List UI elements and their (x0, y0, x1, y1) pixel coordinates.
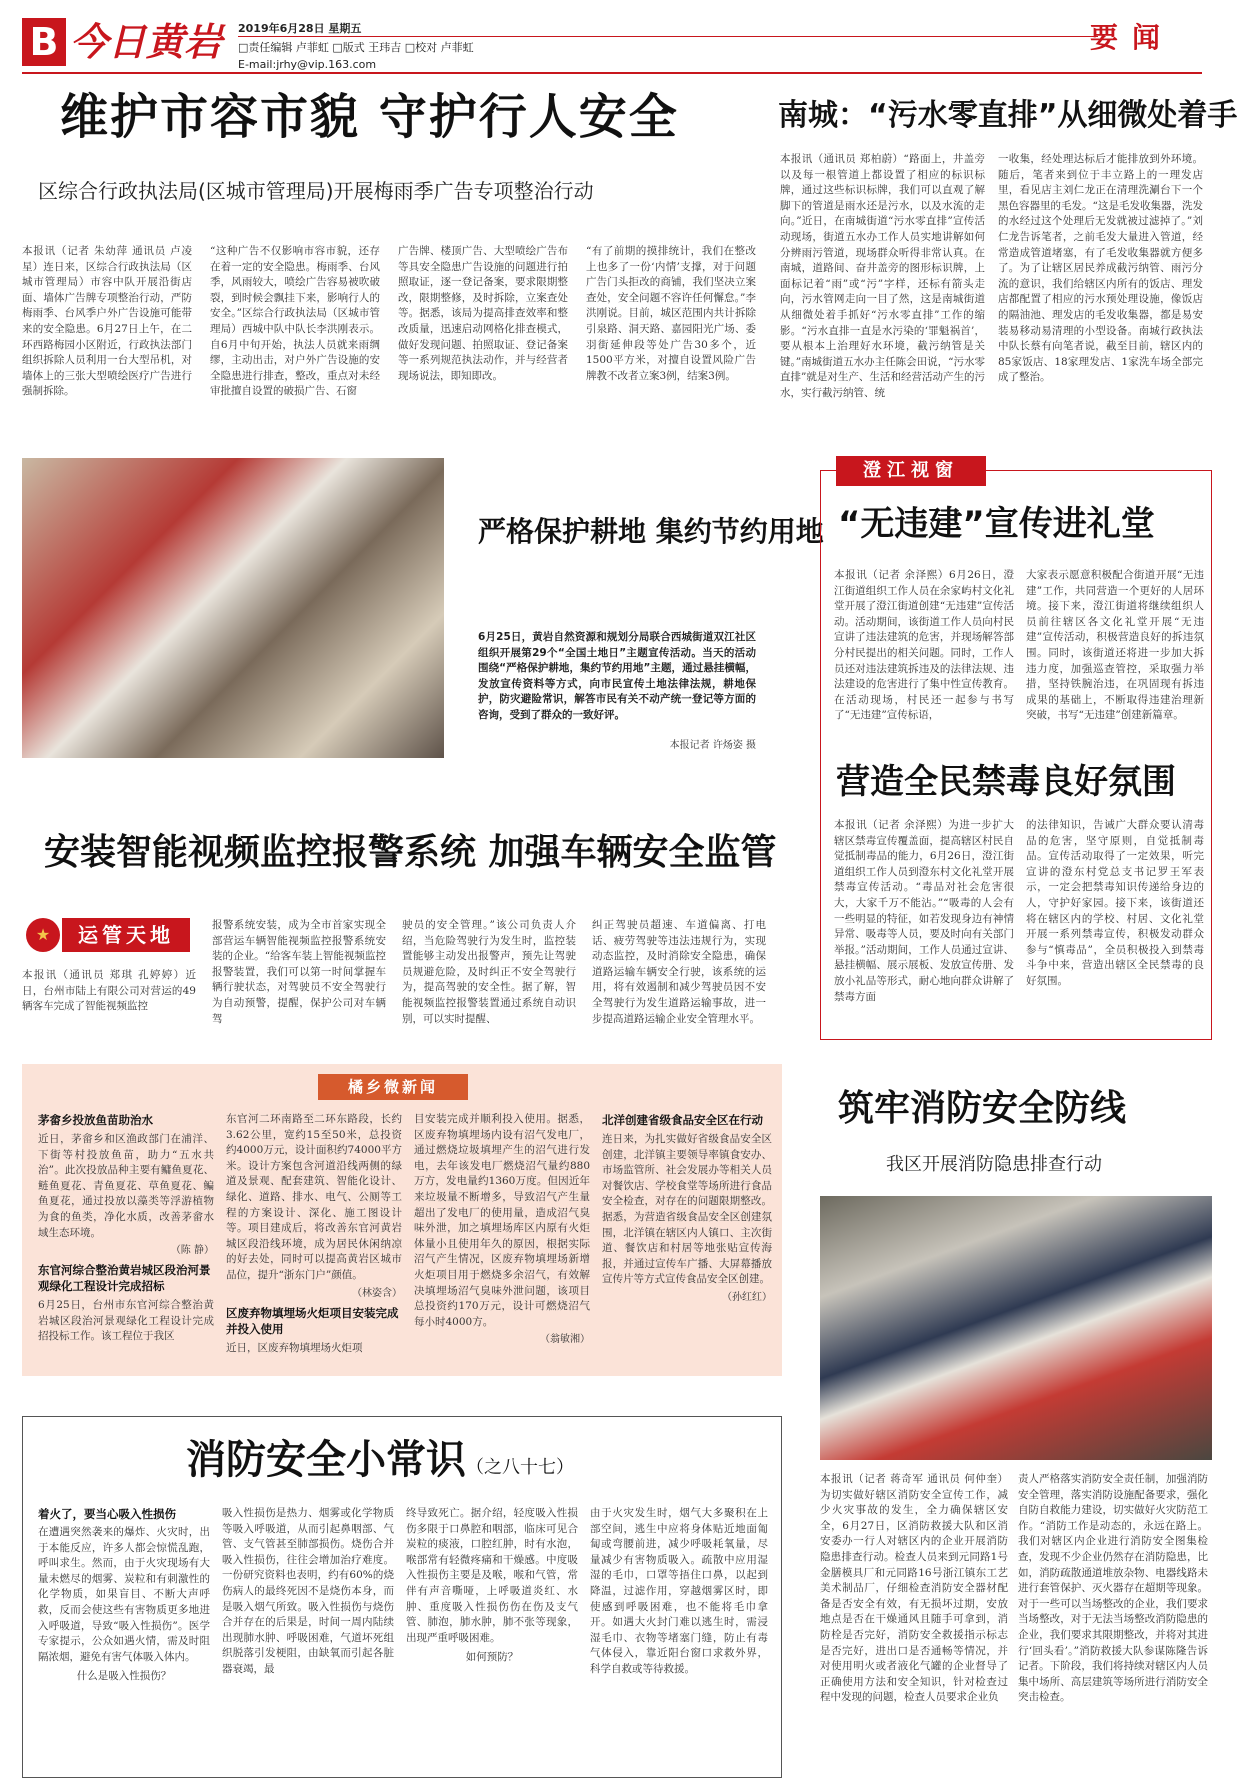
transport-emblem-icon: ★ (26, 918, 60, 952)
lead-column-3: 广告牌、楼顶广告、大型喷绘广告布等具安全隐患广告设施的问题进行拍照取证，逐一登记备案，要求限期整改，限期整修，及时拆除，立案查处等。据悉，该局为提高排查效率和整改质量，迅速启动网格化排查模式，做好发现问题、拍照取证、登记备案等一系列规范执法动作，并与经营者现场说法，即知即改。 (398, 245, 568, 382)
tips-column-1 (38, 1506, 210, 1768)
brief-column-2 (226, 1112, 402, 1368)
brief-item-credit: （陈 静） (170, 1245, 214, 1257)
brief-item-text: 目安装完成并顺利投入使用。据悉，区废弃物填埋场内设有沼气发电厂，通过燃烧垃圾填埋产生的沼气进行发电，去年该发电厂燃烧沼气量约880万方，发电量约1360万度。但因近年来垃圾量不断增多，导致沼气产生量超出了发电厂的使用量，造成沼气臭味外泄，加之填埋场库区内原有火炬体量小且使用年久的原因，根据实际沼气产生情况，区废弃物填埋场新增火炬项目用于燃烧多余沼气，有效解决填埋场沼气臭味外泄问题，该项目总投资约170万元，设计可燃烧沼气每小时4000方。 (414, 1113, 590, 1328)
brief-news-tag: 橘乡微新闻 (318, 1074, 468, 1100)
editor-credits: □责任编辑 卢菲虹 □版式 王玮吉 □校对 卢菲虹 (238, 41, 474, 54)
traffic-headline: 安装智能视频监控报警系统 加强车辆安全监管 (44, 832, 777, 873)
brief-item-text: 近日，茅畲乡和区渔政部门在浦洋、下街等村投放鱼苗，助力“五水共治”。此次投放品种主要有鳙鱼夏花、鲢鱼夏花、青鱼夏花、草鱼夏花、鳊鱼夏花，通过投放以藻类等浮游植物为食的鱼类，净化水质，改善茅畲水域生态环境。 (38, 1133, 214, 1239)
tips-text: 在遭遇突然袭来的爆炸、火灾时，出于本能反应，许多人都会惊慌乱跑，呼叫求生。然而，由于火灾现场有大量未燃尽的烟雾、炭粒和有刺激性的化学物质，如果盲目、不断大声呼救，反而会使这些有害物质更多地进入呼吸道，导致“吸入性损伤”。医学专家提示，公众如遇火情，需及时阻隔浓烟，避免有害气体吸入体内。 (38, 1526, 210, 1663)
traffic-column-1: 本报讯（通讯员 郑琪 孔婷婷）近日，台州市陆上有限公司对营运的49辆客车完成了智能视频监控 (22, 969, 196, 1013)
lead-headline: 维护市容市貌 守护行人安全 (60, 89, 679, 145)
brief-item-credit: （林姿含） (352, 1287, 402, 1299)
brief-item-credit: （孙红红） (722, 1291, 772, 1303)
tips-text: 由于火灾发生时，烟气大多聚积在上部空间，逃生中应将身体贴近地面匍匐或弯腰前进，减少呼吸耗氧量，尽量减少有害物质吸入。疏散中应用湿湿的毛巾，口罩等捂住口鼻，以起到降温，过滤作用，穿越烟雾区时，即使感到呼吸困难，也不能将毛巾拿开。如遇大火封门难以逃生时，需浸湿毛巾、衣物等堵塞门缝，防止有毒气体侵入，靠近阳台窗口求救外界，科学自救或等待救援。 (590, 1507, 768, 1675)
land-story-text: 6月25日，黄岩自然资源和规划分局联合西城街道双江社区组织开展第29个“全国土地日”主题宣传活动。当天的活动围绕“严格保护耕地，集约节约用地”主题，通过悬挂横幅，发放宣传资料等方式，向市民宣传土地法律法规，耕地保护，防灾避险常识，解答市民有关不动产统一登记等方面的咨询，受到了群众的一致好评。 (478, 631, 756, 721)
brief-item-text: 连日来，为扎实做好省级食品安全区创建，北洋镇主要领导率镇食安办、市场监管所、社会发展办等相关人员对餐饮店、学校食堂等场所进行食品安全检查，对存在的问题限期整改。据悉，为营造省级食品安全区创建氛围，北洋镇在辖区内人镇口、主次街道、餐饮店和村居等地张贴宣传海报，并通过宣传车广播、大屏幕播放宣传片等方式宣传食品安全区创建。 (602, 1133, 772, 1286)
nancheng-column-1: 本报讯（通讯员 郑柏蔚）“路面上，井盖旁以及每一根管道上都设置了相应的标识标牌，通过这些标识标牌，我们可以直观了解脚下的管道是雨水还是污水，以及水流的走向。”近日，在南城街道“污水零直排”宣传活动现场，街道五水办工作人员实地讲解如何分辨雨污管道，现场群众听得非常认真。在南城，道路间、奋井盖旁的图形标识牌，上面标记着“雨”或“污”字样，还标有箭头走向，污水管网走向一目了然，这是南城街道从细微处着手抓好“污水零直排”工作的缩影。“污水直排一直是水污染的‘罪魁祸首’，要从根本上治理好水环境，截污纳管是关键。”南城街道五水办主任陈会田说，“污水零直排”就是对生产、生活和经营活动产生的污水，实行截污纳管、统 (780, 153, 985, 399)
land-story-headline: 严格保护耕地 集约节约用地 (478, 515, 824, 548)
tips-title-suffix: （之八十七） (466, 1457, 574, 1478)
tips-column-2 (222, 1506, 394, 1768)
lead-column-1: 本报讯（记者 朱幼萍 通讯员 卢凌星）连日来，区综合行政执法局（区城市管理局）市容中队开展沿街店面、墙体广告牌专项整治行动，严防梅雨季、台风季户外广告设施可能带来的安全隐患。6月27日上午，在二环西路梅园小区附近，行政执法部门组织拆除人员利用一台大型吊机，对墙体上的三张大型喷绘医疗广告进行强制拆除。 (22, 245, 192, 398)
lead-column-2: “这种广告不仅影响市容市貌，还存在着一定的安全隐患。梅雨季、台风季，风雨较大，喷绘广告容易被吹破裂，到时候会飘挂下来，影响行人的安全。”区综合行政执法局（区城市管理局）西城中队中队长李洪刚表示。自6月中旬开始，执法人员就来雨绸缪，主动出击，对户外广告设施的安全隐患进行排查，整改，重点对未经审批擅自设置的破损广告、石窗 (210, 245, 380, 398)
tips-section-title: 着火了，要当心吸入性损伤 (38, 1507, 176, 1521)
brief-item-text: 6月25日，台州市东官河综合整治黄岩城区段治河景观绿化工程设计完成招投标工作。该工程位于我区 (38, 1299, 214, 1343)
photo-credit: 本报记者 许炀姿 摄 (669, 740, 756, 751)
fire-column-2: 责人严格落实消防安全责任制，加强消防安全管理，落实消防设施配备要求，强化自防自救能力建设，切实做好火灾防范工作。“消防工作是动态的，永远在路上。我们对辖区内企业进行消防安全图集检查，发现不少企业仍然存在消防隐患，比如，消防疏散通道堆放杂物、电器线路未进行套管保护、灭火器存在超期等现象。对于一些可以当场整改的企业，我们要求当场整改，对于无法当场整改消防隐患的企业，我们要求其限期整改，并将对其进行‘回头看’。”消防救援大队参谋陈隆告诉记者。下阶段，我们将持续对辖区内人员集中场所、高层建筑等场所进行消防安全突击检查。 (1018, 1473, 1208, 1704)
tips-column-4 (590, 1506, 768, 1768)
chengjiang-column-2: 大家表示愿意积极配合街道开展“无违建”工作，共同营造一个更好的人居环境。接下来，澄江街道将继续组织人员前往辖区各文化礼堂开展“无违建”宣传活动，积极营造良好的拆违氛围。同时，该街道还将进一步加大拆违力度，加强巡查管控，采取强力举措，坚持铁腕治违，在巩固现有拆违成果的基础上，不断取得违建治理新突破，书写“无违建”创建新篇章。 (1026, 569, 1204, 722)
brief-item-title: 茅畲乡投放鱼苗助治水 (38, 1113, 153, 1127)
brief-column-4 (602, 1112, 772, 1368)
tips-column-3 (406, 1506, 578, 1768)
contact-email: E-mail:jrhy@vip.163.com (238, 58, 377, 71)
traffic-column-3: 驶员的安全管理。”该公司负责人介绍，当危险驾驶行为发生时，监控装置能够主动发出报警声，预先让驾驶员规避危险，及时纠正不安全驾驶行为，提高驾驶的安全性。据了解，智能视频监控报警装置通过系统自动识别，可以实时提醒、 (402, 919, 576, 1025)
chengjiang-tag: 澄江视窗 (836, 456, 986, 486)
lead-column-4: “有了前期的摸排统计，我们在整改上也多了一份‘内情’支撑，对于问题广告门头拒改的商铺，我们坚决立案查处，安全问题不容许任何懈怠。”李洪刚说。目前，城区范围内共计拆除引泉路、洞天路、嘉园阳光广场、委羽街延伸段等处广告30多个，近1500平方米，对擅自设置风险广告牌教不改者立案3例，结案3例。 (586, 245, 756, 382)
tips-text: 吸入性损伤是热力、烟雾或化学物质等吸入呼吸道，从而引起鼻咽部、气管、支气管甚至肺部损伤。烧伤合并吸入性损伤，往往会增加治疗难度。一份研究资料也表明，约有60%的烧伤病人的最终死因不是烧伤本身，而是吸入烟气所致。吸入性损伤与烧伤合并存在的后果是，时间一周内陆续出现肺水肿、呼吸困难，气道坏死组织脱落引发梗阻，由缺氧而引起各脏器衰竭，最 (222, 1507, 394, 1675)
brief-column-1 (38, 1112, 214, 1368)
brief-item-title: 东官河综合整治黄岩城区段治河景观绿化工程设计完成招标 (38, 1263, 211, 1294)
tips-question: 什么是吸入性损伤？ (76, 1670, 172, 1683)
brief-item-title: 区废弃物填埋场火炬项目安装完成并投入使用 (226, 1305, 399, 1336)
fire-headline: 筑牢消防安全防线 (838, 1088, 1127, 1129)
nancheng-headline: 南城：“污水零直排”从细微处着手 (778, 98, 1237, 133)
brief-item-text: 东官河二环南路至二环东路段，长约3.62公里，宽约15至50米，总投资约4000万元，设计面积约74000平方米。设计方案包含河道沿线两侧的绿道及景观、配套建筑、智能化设计、绿化、道路、排水、电气、公厕等工程的方案设计、深化、施工图设计等。项目建成后，将改善东官河黄岩城区段沿线环境，成为居民休闲纳凉的好去处，同时可以提高黄岩区城市品位，提升“浙东门户”颜值。 (226, 1113, 402, 1281)
drugs-column-1: 本报讯（记者 余泽熙）为进一步扩大辖区禁毒宣传覆盖面，提高辖区村民自觉抵制毒品的能力，6月26日，澄江街道组织工作人员到澄东村文化礼堂开展禁毒宣传活动。“毒品对社会危害很大，大家千万不能沾。”“吸毒的人会有一些明显的特征，如若发现身边有神情异常、吸毒等人员，要及时向有关部门举报。”活动期间，工作人员通过宣讲、悬挂横幅、展示展板、发放宣传册、发放小礼品等形式，耐心地向群众讲解了禁毒方面 (834, 819, 1014, 1003)
section-label: 要闻 (1090, 21, 1175, 54)
fire-subtitle: 我区开展消防隐患排查行动 (886, 1154, 1102, 1175)
masthead-b-badge: B (22, 18, 66, 66)
header-divider (22, 72, 1202, 74)
chengjiang-column-1: 本报讯（记者 余泽熙）6月26日，澄江街道组织工作人员在余家屿村文化礼堂开展了澄江街道创建“无违建”宣传活动。活动期间，该街道工作人员向村民宣讲了违法建筑的危害，并现场解答部分村民提出的相关问题。同时，工作人员还对违法建筑拆违及的法律法规、违法建设的危害进行了集中性宣传教育。在活动现场，村民还一起参与书写了“无违建”宣传标语， (834, 569, 1014, 722)
fire-inspection-photo (820, 1196, 1212, 1460)
tips-headline (186, 1432, 646, 1488)
issue-date: 2019年6月28日 星期五 (238, 22, 362, 35)
masthead-rule (238, 36, 1098, 37)
drugs-column-2: 的法律知识，告诫广大群众要认清毒品的危害，坚守原则，自觉抵制毒品。宣传活动取得了一定效果，听完宣讲的澄东村党总支书记罗王军表示，一定会把禁毒知识传递给身边的人，守护好家园。接下来，该街道还将在辖区内的学校、村居、文化礼堂开展一系列禁毒宣传，积极发动群众参与“慎毒品”，全员积极投入到禁毒斗争中来，营造出辖区全民禁毒的良好氛围。 (1026, 819, 1204, 987)
brief-column-3 (414, 1112, 590, 1368)
traffic-column-4: 纠正驾驶员超速、车道偏离、打电话、疲劳驾驶等违法违规行为，实现动态监控，及时消除安全隐患，确保道路运输车辆安全行驶，该系统的运用，将有效遏制和减少驾驶员因不安全驾驶行为发生道路运输事故，进一步提高道路运输企业安全管理水平。 (592, 919, 766, 1025)
tips-question: 如何预防？ (465, 1651, 519, 1664)
brief-item-text: 近日，区废弃物填埋场火炬项 (226, 1341, 363, 1354)
lead-subtitle: 区综合行政执法局(区城市管理局)开展梅雨季广告专项整治行动 (38, 179, 594, 203)
fire-column-1: 本报讯（记者 蒋奇军 通讯员 何仲奎）为切实做好辖区消防安全宣传工作，减少火灾事故的发生，全力确保辖区安全，6月27日，区消防救援大队和区消安委办一行人对辖区内的企业开展消防隐患排查行动。检查人员来到元同路1号金膳模具厂和元同路16号浙江镇东工艺美术制品厂，仔细检查消防安全器材配备是否安全有效，有无损坏过期，安放地点是否在干燥通风且随手可拿到，消防栓是否完好，消防安全救援指示标志是否完好，进出口是否通畅等情况，并对使用明火或者液化气罐的企业督导了正确使用方法和安全知识，针对检查过程中发现的问题，检查人员要求企业负 (820, 1473, 1008, 1704)
drugs-headline: 营造全民禁毒良好氛围 (836, 762, 1176, 802)
newspaper-logo: 今日黄岩 (70, 19, 223, 64)
brief-item-credit: （翁敏湘） (540, 1334, 590, 1346)
land-day-photo (22, 458, 444, 758)
chengjiang-headline: “无违建”宣传进礼堂 (838, 504, 1155, 544)
traffic-tag: 运管天地 (62, 918, 190, 952)
brief-item-title: 北洋创建省级食品安全区在行动 (602, 1113, 763, 1127)
tips-text: 终导致死亡。据介绍，轻度吸入性损伤多限于口鼻腔和咽部，临床可见合炭粒的痰液，口腔红肿，时有水泡，喉部常有轻微疼痛和干燥感。中度吸入性损伤主要是及喉，喉和气管，常伴有声音嘶哑，上呼吸道炎红、水肿、重度吸入性损伤伤在伤及支气管、肺泡，肺水肿，肺不张等现象，出现严重呼吸困难。 (406, 1507, 578, 1644)
nancheng-column-2: 一收集，经处理达标后才能排放到外环境。随后，笔者来到位于丰立路上的一理发店里，看见店主刘仁龙正在清理洗涮台下一个黑色容器里的毛发。“这是毛发收集器，洗发的水经过这个处理后无发就被过滤掉了。”刘仁龙告诉笔者，之前毛发大量进入管道，经常造成管道堵塞，有了毛发收集器就方便多了。为了让辖区居民养成截污纳管、雨污分流的意识，我们给辖区内所有的饭店、理发店都配置了相应的污水预处理设施，像饭店的隔油池、理发店的毛发收集器，都是易安装易移动易清理的小型设备。南城行政执法中队长蔡有向笔者说，截至目前，辖区内的85家饭店、18家理发店、1家洗车场全部完成了整治。 (998, 153, 1203, 384)
tips-title: 消防安全小常识 (186, 1437, 466, 1483)
traffic-column-2: 报警系统安装，成为全市首家实现全部营运车辆智能视频监控报警系统安装的企业。“给客车装上智能视频监控报警装置，我们可以第一时间掌握车辆行驶状态，对驾驶员不安全驾驶行为自动预警，提醒，保护公司对车辆驾 (212, 919, 386, 1025)
masthead-info (238, 20, 618, 73)
